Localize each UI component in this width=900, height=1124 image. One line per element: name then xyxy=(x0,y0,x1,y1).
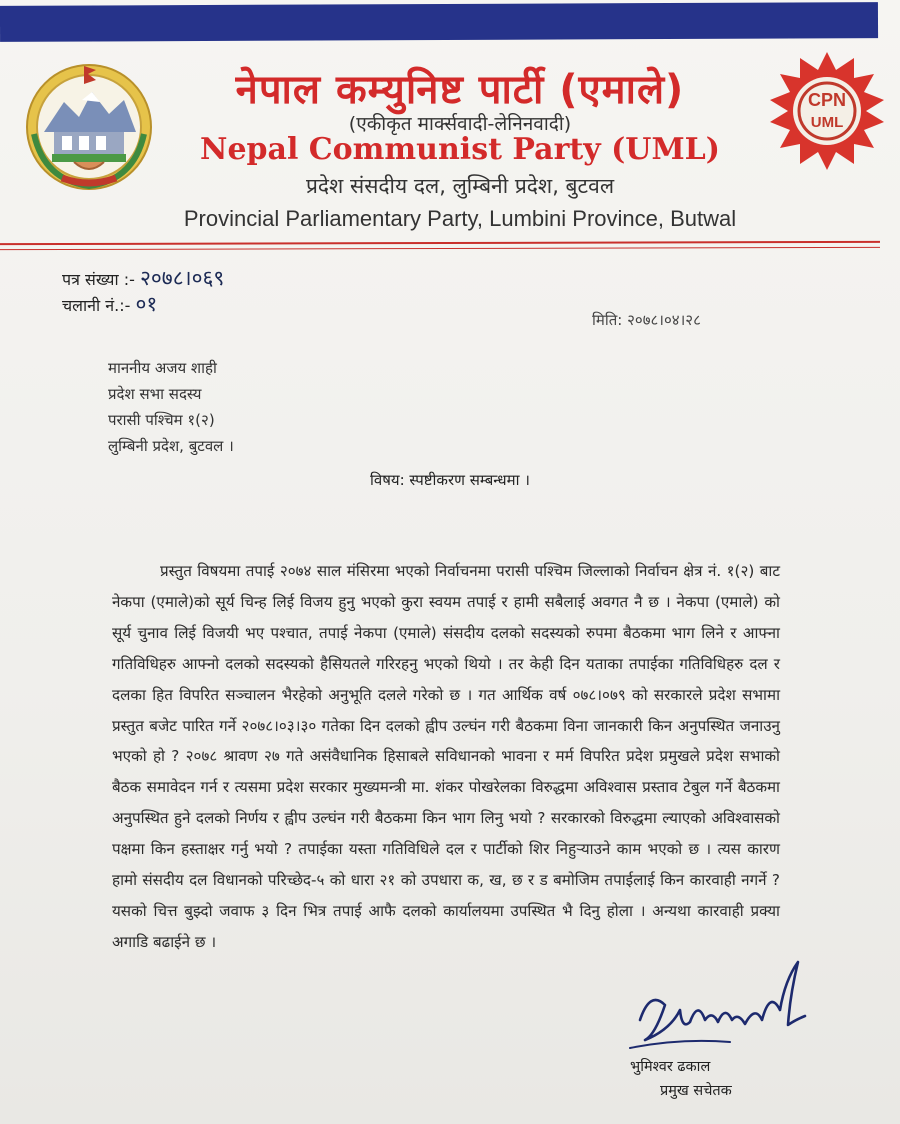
svg-text:CPN: CPN xyxy=(807,90,847,110)
letter-subject: विषय: स्पष्टीकरण सम्बन्धमा । xyxy=(370,471,530,489)
parliamentary-party-english: Provincial Parliamentary Party, Lumbini Province, Butwal xyxy=(183,206,737,231)
letter-date: मिति: २०७८।०४।२८ xyxy=(592,311,701,329)
recipient-address: लुम्बिनी प्रदेश, बुटवल । xyxy=(108,437,234,455)
signatory-title: प्रमुख सचेतक xyxy=(660,1083,732,1099)
letter-number-label: पत्र संख्या :- xyxy=(62,270,135,289)
party-name-nepali: नेपाल कम्युनिष्ट पार्टी (एमाले) xyxy=(235,67,685,113)
recipient-constituency: परासी पश्चिम १(२) xyxy=(108,411,215,429)
party-subtitle: (एकीकृत मार्क्सवादी-लेनिनवादी) xyxy=(348,113,572,135)
recipient-position: प्रदेश सभा सदस्य xyxy=(108,385,202,403)
svg-text:UML: UML xyxy=(810,114,844,131)
letter-number xyxy=(62,264,224,292)
dispatch-number-value: ०१ xyxy=(135,292,158,316)
dispatch-number xyxy=(62,290,157,318)
letterhead-top-bar xyxy=(0,2,878,42)
province-seal-logo xyxy=(24,62,154,192)
letter-body: प्रस्तुत विषयमा तपाई २०७४ साल मंसिरमा भएको निर्वाचनमा परासी पश्चिम जिल्लाको निर्वाचन क्षेत्र नं. १(२) बाट नेकपा (एमाले)को सूर्य चिन्ह लिई विजय हुनु भएको कुरा स्वयम तपाई र हामी सबैलाई अवगत नै छ । नेकपा (एमाले) को सूर्य चुनाव लिई विजयी भए पश्चात, तपाई नेकपा (एमाले) संसदीय दलको सदस्यको रुपमा बैठकमा भाग लिने र आफ्ना गतिविधिहरु आफ्नो दलको सदस्यको हैसियतले गरिरहनु भएको थियो । तर केही दिन यताका तपाईका गतिविधिहरु दल र दलका हित विपरित सञ्चालन भैरहेको अनुभूति दलले गरेको छ । गत आर्थिक वर्ष ०७८।०७९ को सरकारले प्रदेश सभामा प्रस्तुत बजेट पारित गर्ने २०७८।०३।३० गतेका दिन दलको ह्वीप उल्घंन गरी बैठकमा विना जानकारी किन अनुपस्थित जनाउनु भएको हो ? २०७८ श्रावण २७ गते असंवैधानिक हिसाबले सविधानको भावना र मर्म विपरित प्रदेश प्रमुखले प्रदेश सभाको बैठक समावेदन गर्न र त्यसमा प्रदेश सरकार मुख्यमन्त्री मा. शंकर पोखरेलका विरुद्धमा अविश्वास प्रस्ताव टेबुल गर्ने बैठकमा अनुपस्थित हुने दलको निर्णय र ह्वीप उल्घंन गरी बैठकमा किन भाग लिनु भयो ? सरकारको विरुद्धमा ल्याएको अविश्वासको पक्षमा किन हस्ताक्षर गर्नु भयो ? तपाईका यस्ता गतिविधिले दल र पार्टीको शिर निहुऱ्याउने काम भएको छ । त्यस कारण हामो संसदीय दल विधानको परिच्छेद-५ को धारा २१ को उपधारा क, ख, छ र ड बमोजिम तपाईलाई किन कारवाही नगर्ने ? यसको चित्त बुझ्दो जवाफ ३ दिन भित्र तपाई आफै दलको कार्यालयमा उपस्थित भै दिनु होला । अन्यथा कारवाही प्रक्या अगाडि बढाईने छ । xyxy=(112,562,780,951)
header-separator xyxy=(0,241,880,245)
letter-number-value: २०७८।०६९ xyxy=(139,266,225,290)
cpn-uml-logo xyxy=(766,50,888,172)
signatory-name: भुमिश्वर ढकाल xyxy=(630,1059,711,1075)
party-name-english: Nepal Communist Party (UML) xyxy=(200,132,720,167)
parliamentary-party-nepali: प्रदेश संसदीय दल, लुम्बिनी प्रदेश, बुटवल xyxy=(305,174,615,198)
dispatch-number-label: चलानी नं.:- xyxy=(62,296,131,315)
recipient-name: माननीय अजय शाही xyxy=(108,359,217,377)
handwritten-signature xyxy=(620,950,820,1060)
header-separator-thin xyxy=(0,247,880,250)
